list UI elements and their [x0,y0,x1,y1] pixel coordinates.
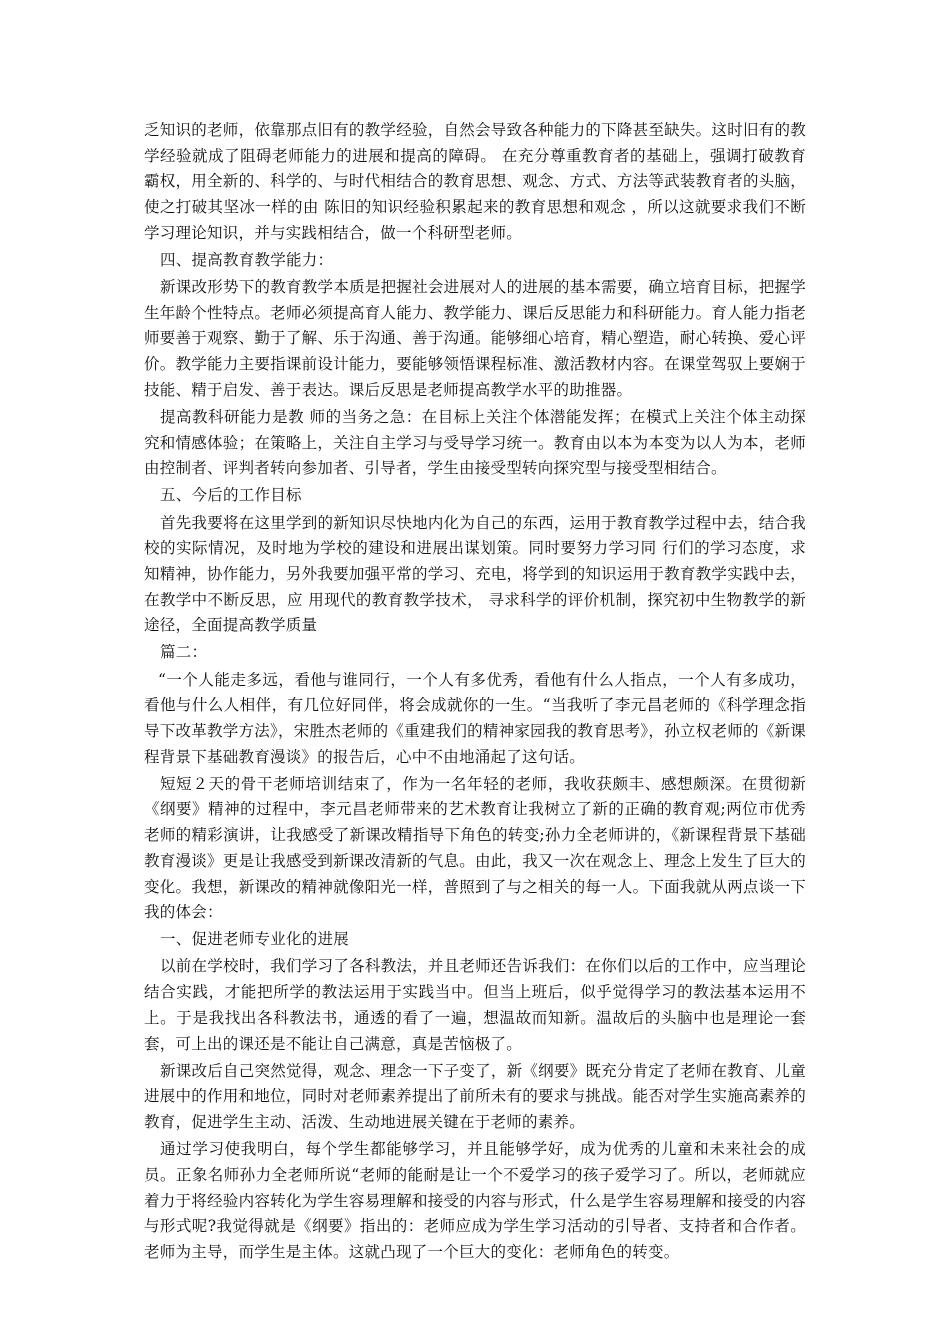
paragraph: 通过学习使我明白，每个学生都能够学习，并且能够学好，成为优秀的儿童和未来社会的成员。正象名师孙力全老师所说“老师的能耐是让一个不爱学习的孩子爱学习了。所以，老师就应着力于将经验内容转化为学生容易理解和接受的内容与形式，什么是学生容易理解和接受的内容与形式呢?我觉得就是《纲要》指出的：老师应成为学生学习活动的引导者、支持者和合作者。老师为主导，而学生是主体。这就凸现了一个巨大的变化：老师角色的转变。 [144,1140,806,1261]
section-heading-4: 四、提高教育教学能力： [160,250,334,269]
paragraph: 新课改形势下的教育教学本质是把握社会进展对人的进展的基本需要，确立培育目标，把握学生年龄个性特点。老师必须提高育人能力、教学能力、课后反思能力和科研能力。育人能力指老师要善于观察、勤于了解、乐于沟通、善于沟通。能够细心培育，精心塑造，耐心转换、爱心评价。教学能力主要指课前设计能力，要能够领悟课程标准、激活教材内容。在课堂驾驭上要娴于技能、精于启发、善于表达。课后反思是老师提高教学水平的助推器。 [144,278,806,399]
paragraph-continuation: 乏知识的老师，依靠那点旧有的教学经验，自然会导致各种能力的下降甚至缺失。这时旧有的教学经验就成了阻碍老师能力的进展和提高的障碍。 在充分尊重教育者的基础上，强调打破教育霸权，用全新的、科学的、与时代相结合的教育思想、观念、方式、方法等武装教育者的头脑，使之打破其坚冰一样的由 陈旧的知识经验积累起来的教育思想和观念 ，所以这就要求我们不断学习理论知识，并与实践相结合，做一个科研型老师。 [144,121,806,242]
section-heading-1: 一、促进老师专业化的进展 [160,930,350,949]
paragraph: 新课改后自己突然觉得，观念、理念一下子变了，新《纲要》既充分肯定了老师在教育、儿童进展中的作用和地位，同时对老师素养提出了前所未有的要求与挑战。能否对学生实施高素养的教育，促进学生主动、活泼、生动地进展关键在于老师的素养。 [144,1061,806,1132]
part-heading-2: 篇二： [160,643,208,662]
section-heading-5: 五、今后的工作目标 [160,486,302,505]
document-body [144,118,806,1267]
paragraph: 以前在学校时，我们学习了各科教法，并且老师还告诉我们：在你们以后的工作中，应当理论结合实践，才能把所学的教法运用于实践当中。但当上班后，似乎觉得学习的教法基本运用不上。于是我找出各科教法书，通透的看了一遍，想温故而知新。温故后的头脑中也是理论一套套，可上出的课还是不能让自己满意，真是苦恼极了。 [144,957,806,1053]
paragraph: 首先我要将在这里学到的新知识尽快地内化为自己的东西，运用于教育教学过程中去，结合我校的实际情况，及时地为学校的建设和进展出谋划策。同时要努力学习同 行们的学习态度，求知精神，协作能力，另外我要加强平常的学习、充电，将学到的知识运用于教育教学实践中去，在教学中不断反思，应 用现代的教育教学技术， 寻求科学的评价机制，探究初中生物教学的新途径，全面提高教学质量 [144,513,806,635]
paragraph-quote: “一个人能走多远，看他与谁同行，一个人有多优秀，看他有什么人指点，一个人有多成功，看他与什么人相伴，有几位好同伴，将会成就你的一生。“当我听了李元昌老师的《科学理念指导下改革教学方法》，宋胜杰老师的《重建我们的精神家园我的教育思考》，孙立权老师的《新课程背景下基础教育漫谈》的报告后，心中不由地涌起了这句话。 [144,670,806,766]
paragraph: 提高教科研能力是教 师的当务之急：在目标上关注个体潜能发挥；在模式上关注个体主动探究和情感体验；在策略上，关注自主学习与受导学习统一。教育由以本为本变为以人为本，老师由控制者、评判者转向参加者、引导者，学生由接受型转向探究型与接受型相结合。 [144,407,806,478]
paragraph: 短短２天的骨干老师培训结束了，作为一名年轻的老师，我收获颇丰、感想颇深。在贯彻新《纲要》精神的过程中，李元昌老师带来的艺术教育让我树立了新的正确的教育观;两位市优秀老师的精彩演讲，让我感受了新课改精指导下角色的转变;孙力全老师讲的，《新课程背景下基础教育漫谈》更是让我感受到新课改清新的气息。由此，我又一次在观念上、理念上发生了巨大的变化。我想，新课改的精神就像阳光一样，普照到了与之相关的每一人。下面我就从两点谈一下我的体会： [144,774,806,922]
